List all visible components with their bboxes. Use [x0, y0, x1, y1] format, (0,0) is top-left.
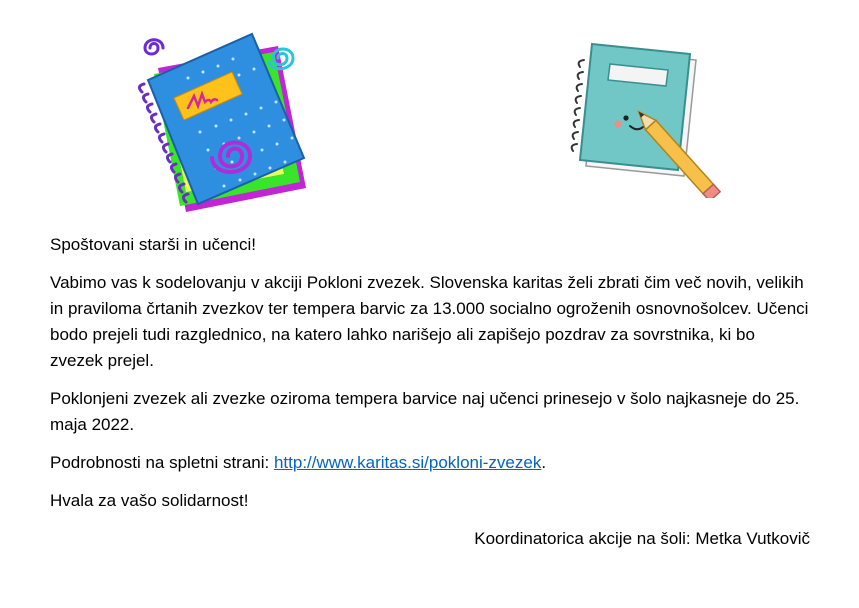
details-prefix: Podrobnosti na spletni strani:: [50, 453, 274, 472]
signature: Koordinatorica akcije na šoli: Metka Vutkovič: [474, 529, 810, 548]
greeting: Spoštovani starši in učenci!: [50, 235, 256, 254]
karitas-link[interactable]: http://www.karitas.si/pokloni-zvezek: [273, 453, 542, 472]
spiral-notebook-icon: [128, 28, 310, 214]
paragraph-invitation: Vabimo vas k sodelovanju v akciji Pokloni zvezek. Slovenska karitas želi zbrati čim več novih, velikih in praviloma črtanih zvezkov ter tempera barvic za 13.000 socialno ogroženih osnovnošolcev. Učenci bodo prejeli tudi razglednico, na katero lahko narišejo ali zapišejo pozdrav za sovrstnika, ki bo zvezek prejel.: [50, 273, 809, 370]
paragraph-deadline: Poklonjeni zvezek ali zvezke oziroma tempera barvice naj učenci prinesejo v šolo najkasneje do 25. maja 2022.: [50, 389, 800, 434]
notebook-pencil-icon: [570, 38, 730, 198]
letter-body: [50, 232, 810, 564]
details-suffix: .: [541, 453, 547, 472]
thanks: Hvala za vašo solidarnost!: [50, 491, 249, 510]
paragraph-details: [50, 450, 810, 476]
